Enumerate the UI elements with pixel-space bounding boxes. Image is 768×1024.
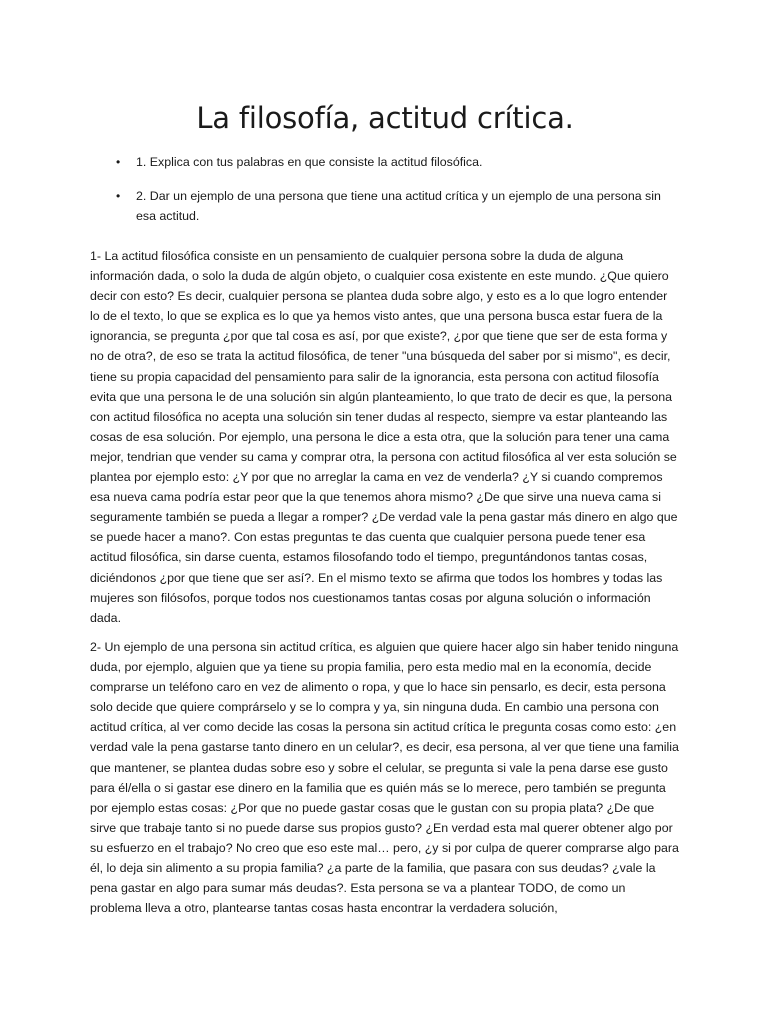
bullet-icon: •: [116, 155, 121, 169]
question-text: 2. Dar un ejemplo de una persona que tiene una actitud crítica y un ejemplo de una persona sin esa actitud.: [136, 189, 661, 223]
list-item: [90, 186, 680, 226]
page-title: La filosofía, actitud crítica.: [196, 101, 574, 135]
list-item: [90, 152, 680, 172]
answer-paragraph-2: 2- Un ejemplo de una persona sin actitud crítica, es alguien que quiere hacer algo sin haber tenido ninguna duda, por ejemplo, alguien que ya tiene su propia familia, pero esta medio mal en la economía, decide comprarse un teléfono caro en vez de alimento o ropa, y que lo hace sin pensarlo, es decir, esta persona solo decide que quiere comprárselo y se lo compra y ya, sin ninguna duda. En cambio una persona con actitud crítica, al ver como decide las cosas la persona sin actitud crítica le pregunta cosas como esto: ¿en verdad vale la pena gastarse tanto dinero en un celular?, es decir, esa persona, al ver que tiene una familia que mantener, se plantea dudas sobre eso y sobre el celular, se pregunta si vale la pena darse ese gusto para él/ella o si gastar ese dinero en la familia que es quién más se lo merece, pero también se pregunta por ejemplo estas cosas: ¿Por que no puede gastar cosas que le gustan con su propia plata? ¿De que sirve que trabaje tanto si no puede darse sus propios gusto? ¿En verdad esta mal querer obtener algo por su esfuerzo en el trabajo? No creo que eso este mal… pero, ¿y si por culpa de querer comprarse algo para él, lo deja sin alimento a su propia familia? ¿a parte de la familia, que pasara con sus deudas? ¿vale la pena gastar en algo para sumar más deudas?. Esta persona se va a plantear TODO, de como un problema lleva a otro, plantearse tantas cosas hasta encontrar la verdadera solución,: [90, 640, 679, 916]
question-list: [90, 152, 680, 240]
question-text: 1. Explica con tus palabras en que consiste la actitud filosófica.: [136, 155, 483, 169]
answer-paragraph-1: 1- La actitud filosófica consiste en un pensamiento de cualquier persona sobre la duda de alguna información dada, o solo la duda de algún objeto, o cualquier cosa existente en este mundo. ¿Que quiero decir con esto? Es decir, cualquier persona se plantea duda sobre algo, y esto es a lo que logro entender lo de el texto, lo que se explica es lo que ya hemos visto antes, que una persona busca estar fuera de la ignorancia, se pregunta ¿por que tal cosa es así, por que existe?, ¿por que tiene que ser de esta forma y no de otra?, de eso se trata la actitud filosófica, de tener "una búsqueda del saber por si mismo", es decir, tiene su propia capacidad del pensamiento para salir de la ignorancia, esta persona con actitud filosofía evita que una persona le de una solución sin algún planteamiento, lo que trato de decir es que, la persona con actitud filosófica no acepta una solución sin tener dudas al respecto, siempre va estar planteando las cosas de esa solución. Por ejemplo, una persona le dice a esta otra, que la solución para tener una cama mejor, tendrian que vender su cama y comprar otra, la persona con actitud filosófica al ver esta solución se plantea por ejemplo esto: ¿Y por que no arreglar la cama en vez de venderla? ¿Y si cuando compremos esa nueva cama podría estar peor que la que tenemos ahora mismo? ¿De que sirve una nueva cama si seguramente también se pueda a llegar a romper? ¿De verdad vale la pena gastar más dinero en algo que se puede hacer a mano?. Con estas preguntas te das cuenta que cualquier persona puede tener esa actitud filosófica, sin darse cuenta, estamos filosofando todo el tiempo, preguntándonos tantas cosas, diciéndonos ¿por que tiene que ser así?. En el mismo texto se afirma que todos los hombres y todas las mujeres son filósofos, porque todos nos cuestionamos tantas cosas por alguna solución o información dada.: [90, 249, 678, 625]
bullet-icon: •: [116, 189, 121, 203]
